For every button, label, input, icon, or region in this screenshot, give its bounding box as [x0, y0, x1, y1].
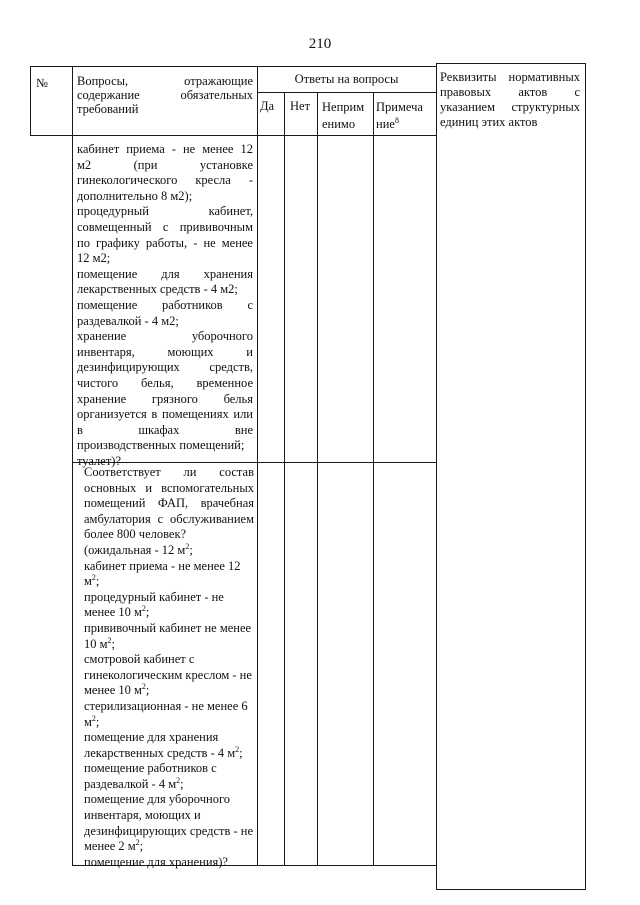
- header-questions-line: требований: [77, 102, 139, 116]
- question-line-text: помещение для уборочного: [84, 792, 231, 807]
- question-line: [84, 512, 254, 528]
- question-line: [84, 792, 254, 808]
- superscript: 2: [91, 713, 96, 723]
- header-questions: [77, 74, 253, 116]
- question-line-suffix: ;: [139, 839, 144, 854]
- question-line: [84, 715, 254, 731]
- header-no: Нет: [290, 99, 311, 113]
- superscript: 2: [91, 573, 96, 582]
- question-line: [84, 839, 254, 855]
- question-line-text: амбулатория с обслуживанием: [84, 511, 254, 526]
- header-na-line: Неприм: [322, 100, 365, 114]
- question-line: производственных помещений;: [77, 438, 245, 453]
- question-line: [84, 652, 254, 668]
- requisites-top-border: [436, 63, 586, 64]
- question-line-text: помещений ФАП, врачебная: [84, 496, 254, 511]
- question-line-text: раздевалкой - 4 м: [84, 776, 177, 791]
- question-line: организуется в помещениях или: [77, 407, 253, 422]
- superscript: 2: [176, 775, 181, 785]
- header-note: [376, 99, 423, 133]
- question-line: 12 м2;: [77, 251, 111, 266]
- question-line: [84, 824, 254, 840]
- question-line: м2 (при установке: [77, 157, 253, 172]
- question-line: [84, 465, 254, 481]
- question-line: [84, 574, 254, 590]
- header-requisites-line: правовых актов с: [440, 85, 580, 99]
- question-line: [84, 855, 254, 871]
- question-line-text: помещение работников с: [84, 761, 217, 776]
- yes-column-border: [284, 92, 285, 866]
- question-line-text: 10 м: [84, 636, 108, 651]
- header-requisites-line: единиц этих актов: [440, 115, 538, 129]
- question-line-suffix: ;: [189, 542, 193, 557]
- question-row-2: [84, 465, 254, 870]
- question-line: помещение для хранения: [77, 266, 253, 281]
- question-line: [84, 543, 254, 559]
- header-yes: Да: [260, 99, 275, 113]
- question-line-suffix: ;: [239, 745, 243, 760]
- question-line-text: м: [84, 714, 92, 729]
- question-line-text: дезинфицирующих средств - не: [84, 823, 254, 838]
- question-line-text: процедурный кабинет - не: [84, 589, 224, 604]
- header-note-line: ние: [376, 117, 395, 131]
- question-line: [84, 746, 254, 762]
- no-column-border: [317, 92, 318, 866]
- header-requisites: [440, 70, 580, 130]
- question-line: хранение грязного белья: [77, 391, 253, 406]
- question-line: [84, 527, 254, 543]
- na-column-border: [373, 92, 374, 866]
- header-questions-line: содержание обязательных: [77, 88, 253, 102]
- question-line: [84, 605, 254, 621]
- question-line-suffix: ;: [95, 574, 100, 589]
- right-border: [585, 63, 586, 889]
- question-line-text: помещение для хранения)?: [84, 854, 228, 869]
- left-border: [30, 66, 31, 136]
- question-line: дезинфицирующих средств,: [77, 360, 253, 375]
- question-line-text: менее 2 м: [84, 839, 136, 854]
- question-line: туалет)?: [77, 453, 122, 468]
- question-line: раздевалкой - 4 м2;: [77, 313, 179, 328]
- question-line-suffix: ;: [111, 636, 116, 651]
- question-line-text: более 800 человек?: [84, 527, 187, 542]
- question-line-text: менее 10 м: [84, 683, 142, 698]
- superscript: 2: [141, 682, 146, 692]
- superscript: 2: [235, 744, 240, 754]
- header-requisites-line: указанием структурных: [440, 100, 580, 114]
- superscript: 2: [185, 541, 190, 551]
- question-row-1: [77, 142, 253, 469]
- question-line: [84, 699, 254, 715]
- question-line-text: (ожидальная - 12 м: [84, 542, 186, 557]
- question-line: [84, 777, 254, 793]
- question-line: [84, 730, 254, 746]
- question-line: [84, 761, 254, 777]
- requisites-bottom-border: [436, 889, 586, 890]
- header-note-line: Примеча: [376, 100, 423, 114]
- note-column-border: [436, 63, 437, 889]
- header-bottom-border: [30, 135, 436, 136]
- question-column-border: [257, 66, 258, 866]
- question-line-suffix: ;: [95, 714, 100, 729]
- question-line-text: лекарственных средств - 4 м: [84, 745, 236, 760]
- header-num: №: [36, 76, 48, 90]
- question-line: [84, 621, 254, 637]
- question-line: [84, 496, 254, 512]
- question-line: в шкафах вне: [77, 422, 253, 437]
- question-line: процедурный кабинет,: [77, 204, 253, 219]
- question-line-text: инвентаря, моющих и: [84, 808, 201, 823]
- question-line-text: стерилизационная - не менее 6: [84, 698, 248, 713]
- footnote-ref: 8: [394, 115, 399, 125]
- question-line-text: менее 10 м: [84, 605, 142, 620]
- table-top-border: [30, 66, 436, 67]
- question-line-suffix: ;: [145, 683, 150, 698]
- question-line: по графику работы, - не менее: [77, 235, 253, 250]
- question-line: [84, 808, 254, 824]
- question-line-text: кабинет приема - не менее 12: [84, 558, 241, 573]
- header-requisites-line: Реквизиты нормативных: [440, 70, 580, 84]
- question-line-suffix: ;: [145, 605, 150, 620]
- question-line-text: гинекологическим креслом - не: [84, 667, 252, 682]
- question-line-text: прививочный кабинет не менее: [84, 620, 252, 635]
- question-line: помещение работников с: [77, 297, 253, 312]
- question-line: кабинет приема - не менее 12: [77, 142, 253, 156]
- page-number: 210: [308, 36, 332, 52]
- question-line: хранение уборочного: [77, 329, 253, 344]
- header-na-line: енимо: [322, 117, 356, 131]
- question-line: [84, 481, 254, 497]
- num-column-border: [72, 66, 73, 866]
- question-line: инвентаря, моющих и: [77, 344, 253, 359]
- question-line: лекарственных средств - 4 м2;: [77, 282, 238, 297]
- question-line: совмещенный с прививочным: [77, 219, 253, 234]
- header-answers: Ответы на вопросы: [294, 72, 399, 86]
- question-line-text: смотровой кабинет с: [84, 652, 195, 667]
- header-questions-line: Вопросы, отражающие: [77, 74, 253, 88]
- question-line: [84, 637, 254, 653]
- question-line-text: Соответствует ли состав: [84, 465, 254, 479]
- superscript: 2: [135, 838, 140, 848]
- question-line-suffix: ;: [180, 776, 184, 791]
- header-not-applicable: [322, 99, 364, 133]
- question-line-text: м: [84, 574, 92, 589]
- question-line: [84, 668, 254, 684]
- question-line-text: помещение для хранения: [84, 730, 219, 745]
- question-line: дополнительно 8 м2);: [77, 188, 193, 203]
- question-line: гинекологического кресла -: [77, 173, 253, 188]
- superscript: 2: [141, 604, 146, 614]
- question-line: чистого белья, временное: [77, 375, 253, 390]
- question-line-text: основных и вспомогательных: [84, 480, 254, 495]
- question-line: [84, 559, 254, 575]
- question-line: [84, 683, 254, 699]
- question-line: [84, 590, 254, 606]
- superscript: 2: [107, 635, 112, 645]
